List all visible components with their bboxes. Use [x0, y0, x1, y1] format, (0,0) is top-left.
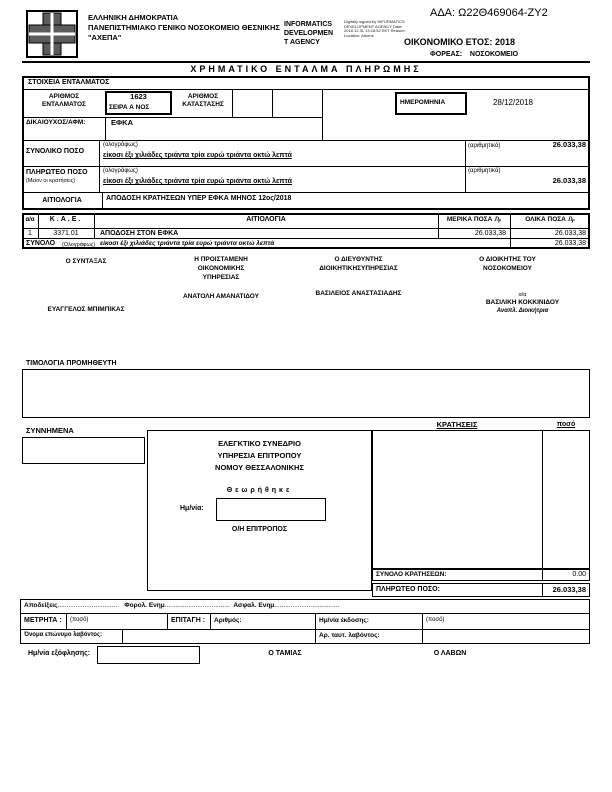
signature-col2-title-2: ΟΙΚΟΝΟΜΙΚΗΣ	[197, 265, 245, 272]
kae-row-divider	[22, 238, 590, 239]
details-divider-1	[22, 89, 590, 90]
warrant-number-value: 1623	[130, 92, 147, 101]
signature-col3-title	[292, 255, 425, 273]
kae-row-total: 26.033,38	[554, 230, 586, 237]
deductions-header: ΚΡΑΤΗΣΕΙΣ	[436, 420, 478, 429]
fiscal-year-value: 2018	[494, 37, 515, 47]
kae-sum-words: είκοσι έξι χιλιάδες τριάντα τρία ευρώ τριάντα οκτώ λεπτά	[100, 240, 275, 247]
payable-amount-words: είκοσι έξι χιλιάδες τριάντα τρία ευρώ τριάντα οκτώ λεπτά	[103, 178, 292, 185]
ida-line1: INFORMATICS	[284, 21, 333, 28]
deductions-vline	[542, 430, 543, 569]
signature-col2-name: ΑΝΑΤΟΛΗ ΑΜΑΝΑΤΙΔΟΥ	[182, 293, 259, 300]
signature-col2-title	[150, 255, 292, 282]
kae-sum-words-hint: (Ολογράφως)	[62, 242, 96, 248]
audit-approved-label: Θεωρήθηκε	[226, 487, 293, 494]
payable-amount-sublabel: (Μείον οι κρατήσεις)	[26, 178, 76, 184]
cash-label: ΜΕΤΡΗΤΑ :	[24, 617, 62, 624]
header-rule	[22, 61, 590, 63]
deductions-payable-value: 26.033,38	[552, 585, 586, 594]
details-vline-2	[272, 89, 273, 117]
insurance-clearance-label: Ασφαλ. Ενημ	[233, 602, 275, 609]
payment-vline-2	[167, 613, 168, 629]
recipient-name-label: Όνομα επώνυμο λαβόντος:	[24, 632, 103, 638]
payment-vline-1	[66, 613, 67, 629]
date-label: ΗΜΕΡΟΜΗΝΙΑ	[400, 99, 446, 106]
signature-col3-title-1: Ο ΔΙΕΥΘΥΝΤΗΣ	[334, 256, 383, 263]
kae-sum-label: ΣΥΝΟΛΟ	[26, 240, 56, 247]
kae-row-kae: 3371.01	[53, 230, 79, 237]
ada-code	[430, 7, 548, 19]
ida-line3: T AGENCY	[284, 39, 320, 46]
kae-header-partial: ΜΕΡΙΚΑ ΠΟΣΑ ₯	[446, 216, 502, 223]
kae-row-partial: 26.033,38	[474, 230, 506, 237]
org-line3: "ΑΧΕΠΑ"	[88, 33, 122, 42]
reason-value: ΑΠΟΔΟΣΗ ΚΡΑΤΗΣΕΩΝ ΥΠΕΡ ΕΦΚΑ ΜΗΝΟΣ 12ος/2018	[106, 195, 292, 202]
warrant-number-label-1: ΑΡΙΘΜΟΣ	[48, 93, 80, 100]
insurance-dots: ....................................	[274, 602, 340, 609]
signature-col2-title-1: Η ΠΡΟΙΣΤΑΜΕΝΗ	[194, 256, 248, 263]
invoices-label: ΤΙΜΟΛΟΓΙΑ ΠΡΟΜΗΘΕΥΤΗ	[26, 360, 117, 367]
details-vline-4	[105, 117, 106, 140]
settlement-date-label: Ημ/νία εξόφλησης:	[28, 650, 91, 657]
signature-col1-title: Ο ΣΥΝΤΑΞΑΣ	[65, 258, 107, 265]
cheque-label: ΕΠΙΤΑΓΗ :	[171, 617, 206, 624]
ida-line2: DEVELOPMEN	[284, 30, 334, 37]
signature-col4-title	[425, 255, 590, 273]
signature-col3-name: ΒΑΣΙΛΕΙΟΣ ΑΝΑΣΤΑΣΙΑΔΗΣ	[315, 290, 402, 297]
recipient-id-label: Αρ. ταυτ. λαβόντος:	[319, 632, 380, 639]
signature-col4-title-2: ΝΟΣΟΚΟΜΕΙΟΥ	[483, 265, 532, 272]
cash-amount-hint: (ποσό)	[70, 617, 89, 623]
payable-amount-value: 26.033,38	[552, 176, 586, 185]
signature-col4-aa: α/α	[518, 292, 527, 298]
kae-header-total: ΟΛΙΚΑ ΠΟΣΑ ₯	[525, 216, 575, 223]
details-vline-7	[102, 192, 103, 210]
kae-row-reason: ΑΠΟΔΟΣΗ ΣΤΟΝ ΕΦΚΑ	[100, 230, 179, 237]
audit-line1: ΕΛΕΓΚΤΙΚΟ ΣΥΝΕΔΡΙΟ	[218, 439, 301, 448]
warrant-number-label	[24, 93, 104, 109]
signature-col4-name: ΒΑΣΙΛΙΚΗ ΚΟΚΚΙΝΙΔΟΥ	[485, 299, 560, 306]
details-vline-1	[232, 89, 233, 117]
total-amount-words: είκοσι έξι χιλιάδες τριάντα τρία ευρώ τριάντα οκτώ λεπτά	[103, 152, 292, 159]
payment-vline-3	[210, 613, 211, 629]
entity	[430, 51, 518, 59]
signature-col4-title-1: Ο ΔΙΟΙΚΗΤΗΣ ΤΟΥ	[479, 256, 536, 263]
hospital-cross-logo	[26, 10, 78, 63]
ida-signature-agency	[284, 20, 333, 47]
attachments-box	[22, 437, 145, 464]
fiscal-year	[404, 38, 515, 48]
audit-line3: ΝΟΜΟΥ ΘΕΣΣΑΛΟΝΙΚΗΣ	[215, 463, 304, 472]
payment-vline-6	[122, 629, 123, 644]
payment-divider-2	[20, 629, 590, 630]
warrant-number-label-2: ΕΝΤΑΛΜΑΤΟΣ	[42, 101, 86, 108]
deductions-box	[372, 430, 590, 569]
payment-leaders-row	[24, 602, 339, 609]
invoices-box	[22, 369, 590, 418]
signature-col3-title-2: ΔΙΟΙΚΗΤΙΚΗΣΥΠΗΡΕΣΙΑΣ	[319, 265, 398, 272]
kae-header-kae: Κ.Α.Ε.	[49, 216, 83, 223]
digital-signature-stamp: Digitally signed by INFORMATICS DEVELOPMENT AGENCY Date: 2018.12.31 13:18:52 EET Reason: Location: Athens	[344, 19, 406, 38]
payment-divider-1	[20, 613, 590, 614]
details-divider-5	[22, 192, 590, 193]
settlement-date-box	[97, 646, 200, 664]
kae-header-aa: α/α	[25, 217, 35, 223]
audit-line2: ΥΠΗΡΕΣΙΑ ΕΠΙΤΡΟΠΟΥ	[217, 451, 302, 460]
deductions-amount-header: ποσό	[556, 421, 576, 428]
receipts-label: Αποδείξεις	[24, 602, 58, 609]
signature-col2-title-3: ΥΠΗΡΕΣΙΑΣ	[202, 274, 240, 281]
signature-col4-role: Αναπλ. Διοικήτρια	[496, 308, 549, 314]
audit-date-box	[216, 498, 326, 521]
details-divider-4	[22, 166, 590, 167]
entity-label: ΦΟΡΕΑΣ:	[430, 51, 463, 58]
fiscal-year-label: ΟΙΚΟΝΟΜΙΚΟ ΕΤΟΣ:	[404, 37, 493, 47]
series-label: ΣΕΙΡΑ Α ΝΟΣ	[109, 104, 150, 111]
tax-clearance-label: Φορολ. Ενημ	[124, 602, 165, 609]
payable-in-words-hint: (ολογράφως)	[103, 168, 138, 174]
statement-number-label-2: ΚΑΤΑΣΤΑΣΗΣ	[182, 101, 224, 108]
reason-label: ΑΙΤΙΟΛΟΓΙΑ	[42, 197, 82, 204]
deductions-total-value: 0.00	[572, 571, 586, 578]
ada-value: Ω22Θ469064-ΖΥ2	[458, 7, 548, 19]
audit-date-label: Ημ/νία:	[180, 505, 204, 512]
total-in-words-hint: (ολογράφως)	[103, 142, 138, 148]
signature-col1-name: ΕΥΑΓΓΕΛΟΣ ΜΠΙΜΠΙΚΑΣ	[47, 306, 125, 313]
tax-dots: ....................................	[164, 602, 230, 609]
kae-sum-value: 26.033,38	[554, 240, 586, 247]
deductions-total-vline	[542, 569, 543, 581]
kae-row-aa: 1	[28, 230, 32, 237]
beneficiary-value: ΕΦΚΑ	[111, 118, 133, 127]
total-amount-label: ΣΥΝΟΛΙΚΟ ΠΟΣΟ	[26, 148, 85, 155]
kae-header-divider	[22, 228, 590, 229]
cashier-label: Ο ΤΑΜΙΑΣ	[268, 650, 302, 657]
document-title: ΧΡΗΜΑΤΙΚΟ ΕΝΤΑΛΜΑ ΠΛΗΡΩΜΗΣ	[190, 64, 422, 74]
org-line2: ΠΑΝΕΠΙΣΤΗΜΙΑΚΟ ΓΕΝΙΚΟ ΝΟΣΟΚΟΜΕΙΟ ΘΕΣΝΙΚΗΣ	[88, 23, 280, 32]
beneficiary-label: ΔΙΚΑΙΟΥΧΟΣ/ΑΦΜ:	[26, 119, 86, 126]
entity-value: ΝΟΣΟΚΟΜΕΙΟ	[469, 51, 519, 58]
ada-label: ΑΔΑ:	[430, 7, 456, 19]
details-divider-2	[22, 117, 322, 118]
recipient-signature-label: Ο ΛΑΒΩΝ	[433, 650, 467, 657]
deductions-payable-label: ΠΛΗΡΩΤΕΟ ΠΟΣΟ:	[376, 586, 440, 593]
audit-court-title	[147, 438, 372, 474]
receipts-dots: ..................................	[57, 602, 119, 609]
kae-header-reason: ΑΙΤΙΟΛΟΓΙΑ	[246, 216, 286, 223]
statement-number-label	[174, 93, 232, 109]
date-value: 28/12/2018	[492, 98, 534, 107]
deductions-total-label: ΣΥΝΟΛΟ ΚΡΑΤΗΣΕΩΝ:	[376, 571, 447, 578]
total-in-numbers-hint: (αριθμητικά)	[468, 143, 501, 149]
statement-number-label-1: ΑΡΙΘΜΟΣ	[187, 93, 219, 100]
issue-date-label: Ημ/νία έκδοσης:	[319, 617, 369, 624]
payable-in-numbers-hint: (αριθμητικά)	[468, 168, 501, 174]
cheque-amount-hint: (ποσό)	[426, 617, 445, 623]
organization-block	[88, 13, 280, 43]
details-section-title: ΣΤΟΙΧΕΙΑ ΕΝΤΑΛΜΑΤΟΣ	[28, 79, 110, 86]
payable-amount-label: ΠΛΗΡΩΤΕΟ ΠΟΣΟ	[26, 169, 88, 176]
audit-commissioner-label: Ο/Η ΕΠΙΤΡΟΠΟΣ	[231, 526, 288, 533]
attachments-label: ΣΥΝΝΗΜΕΝΑ	[26, 426, 74, 435]
details-vline-3	[322, 89, 323, 140]
cheque-number-label: Αριθμός:	[214, 617, 242, 624]
total-amount-value: 26.033,38	[552, 140, 586, 149]
org-line1: ΕΛΛΗΝΙΚΗ ΔΗΜΟΚΡΑΤΙΑ	[88, 13, 179, 22]
